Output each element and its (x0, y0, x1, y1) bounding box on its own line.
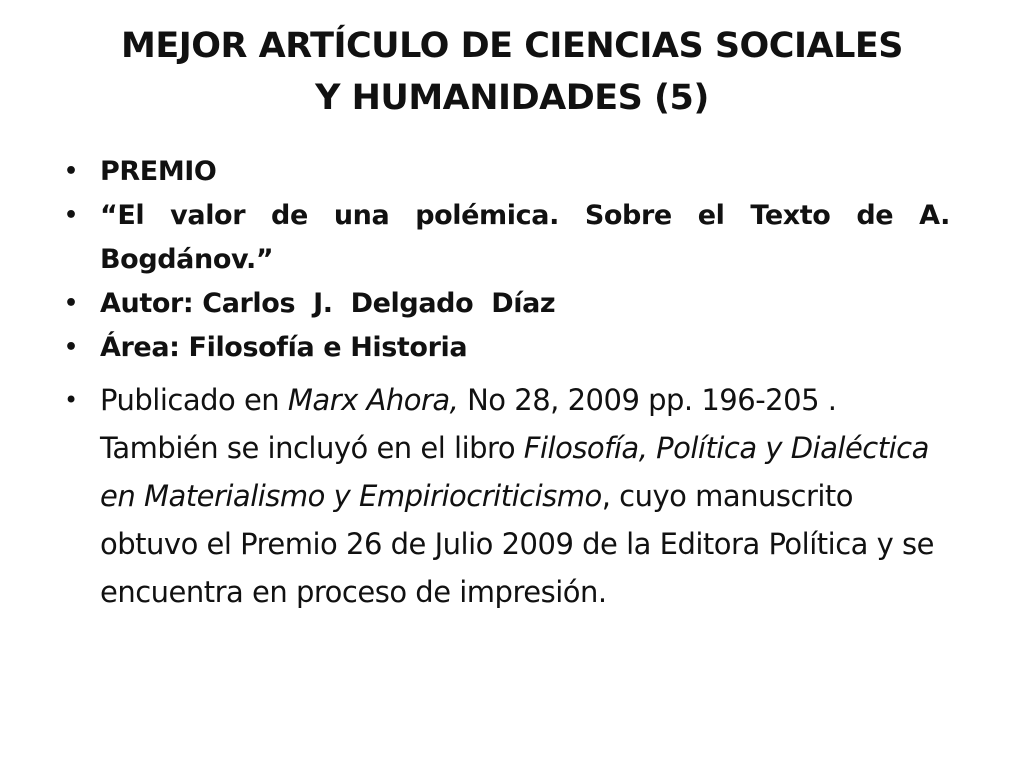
bullet-list (60, 150, 950, 616)
bullet-premio (60, 150, 950, 194)
publication-part-2: No 28, 2009 pp. 196-205 . También se incluyó en el libro (100, 383, 837, 465)
publication-text (100, 376, 950, 616)
bullet-icon: • (64, 335, 78, 360)
bullet-icon: • (64, 386, 78, 414)
area-text: Área: Filosofía e Historia (100, 332, 468, 363)
premio-text: PREMIO (100, 156, 217, 187)
publication-part-1: Publicado en (100, 383, 288, 417)
bullet-area (60, 326, 950, 370)
journal-name: Marx Ahora, (287, 383, 459, 417)
bullet-author (60, 282, 950, 326)
author-text: Autor: Carlos J. Delgado Díaz (100, 288, 556, 319)
bullet-article-title (60, 194, 950, 282)
title-line-1: MEJOR ARTÍCULO DE CIENCIAS SOCIALES (120, 26, 904, 66)
bullet-icon: • (64, 159, 78, 184)
bullet-icon: • (64, 291, 78, 316)
bullet-publication (60, 376, 950, 616)
book-title: Filosofía, Política y Dialéctica en Materialismo y Empiriocriticismo (100, 431, 929, 513)
slide-title (60, 20, 964, 124)
article-title-text: “El valor de una polémica. Sobre el Texto de A. Bogdánov.” (100, 200, 950, 275)
bullet-icon: • (64, 203, 78, 228)
publication-part-3: , cuyo manuscrito obtuvo el Premio 26 de Julio 2009 de la Editora Política y se encuentra en proceso de impresión. (100, 479, 934, 609)
title-line-2: Y HUMANIDADES (5) (315, 78, 709, 118)
